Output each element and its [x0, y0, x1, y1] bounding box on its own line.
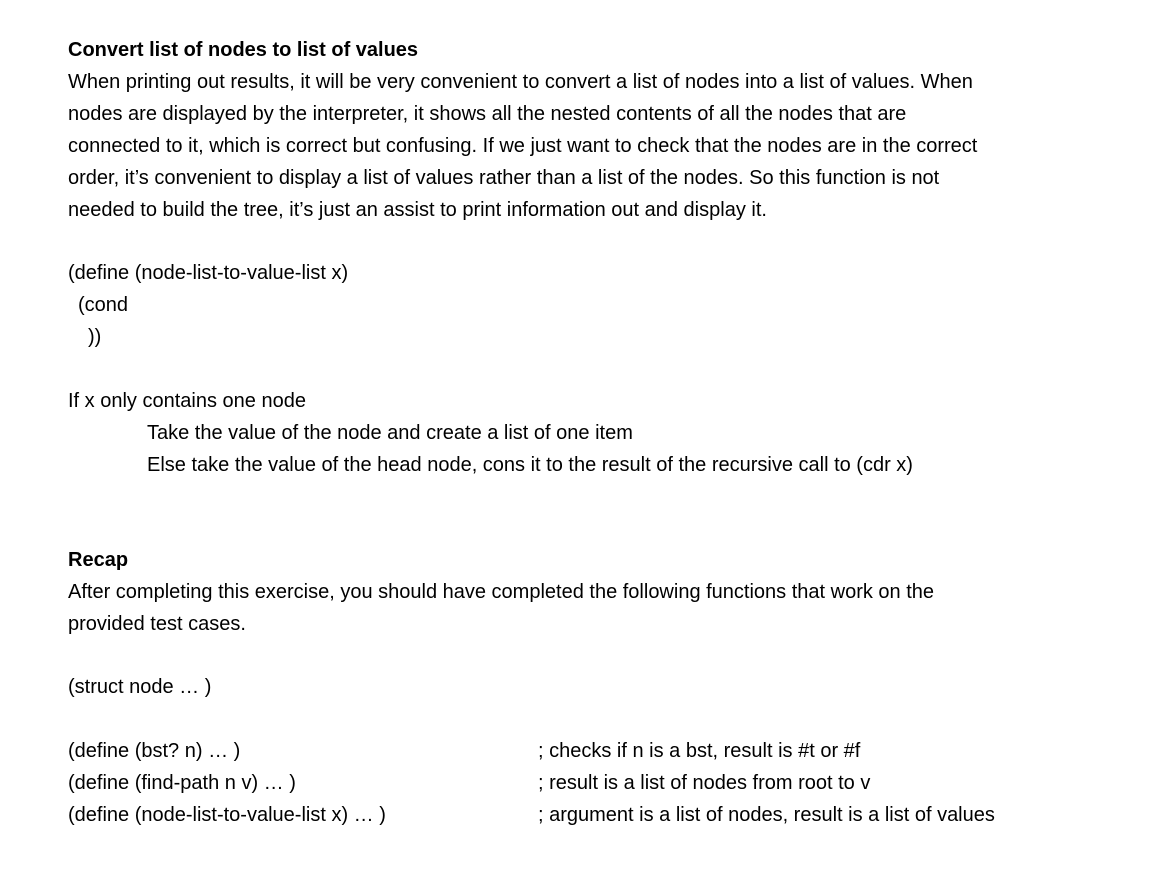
paragraph-line: provided test cases. [68, 613, 246, 635]
code-line: (define (node-list-to-value-list x) [68, 262, 349, 284]
code-line: (cond [78, 294, 129, 316]
paragraph-line: connected to it, which is correct but confusing. If we just want to check that the nodes are in the correct [68, 135, 978, 157]
paragraph-line: needed to build the tree, it’s just an assist to print information out and display it. [68, 199, 767, 221]
algorithm-condition: If x only contains one node [68, 390, 306, 412]
function-comment: ; checks if n is a bst, result is #t or #f [538, 740, 861, 762]
paragraph-line: After completing this exercise, you should have completed the following functions that work on the [68, 581, 935, 603]
function-signature: (define (node-list-to-value-list x) … ) [68, 804, 386, 826]
function-signature: (define (find-path n v) … ) [68, 772, 296, 794]
section-heading: Convert list of nodes to list of values [68, 39, 419, 61]
code-line: )) [88, 326, 102, 348]
recap-heading: Recap [68, 549, 129, 571]
paragraph-line: When printing out results, it will be very convenient to convert a list of nodes into a list of values. When [68, 71, 973, 93]
algorithm-then: Take the value of the node and create a list of one item [147, 422, 633, 444]
function-comment: ; result is a list of nodes from root to v [538, 772, 871, 794]
paragraph-line: order, it’s convenient to display a list of values rather than a list of the nodes. So this function is not [68, 167, 940, 189]
struct-line: (struct node … ) [68, 676, 212, 698]
function-signature: (define (bst? n) … ) [68, 740, 241, 762]
paragraph-line: nodes are displayed by the interpreter, it shows all the nested contents of all the nodes that are [68, 103, 907, 125]
algorithm-else: Else take the value of the head node, cons it to the result of the recursive call to (cdr x) [147, 454, 913, 476]
function-comment: ; argument is a list of nodes, result is a list of values [538, 804, 995, 826]
